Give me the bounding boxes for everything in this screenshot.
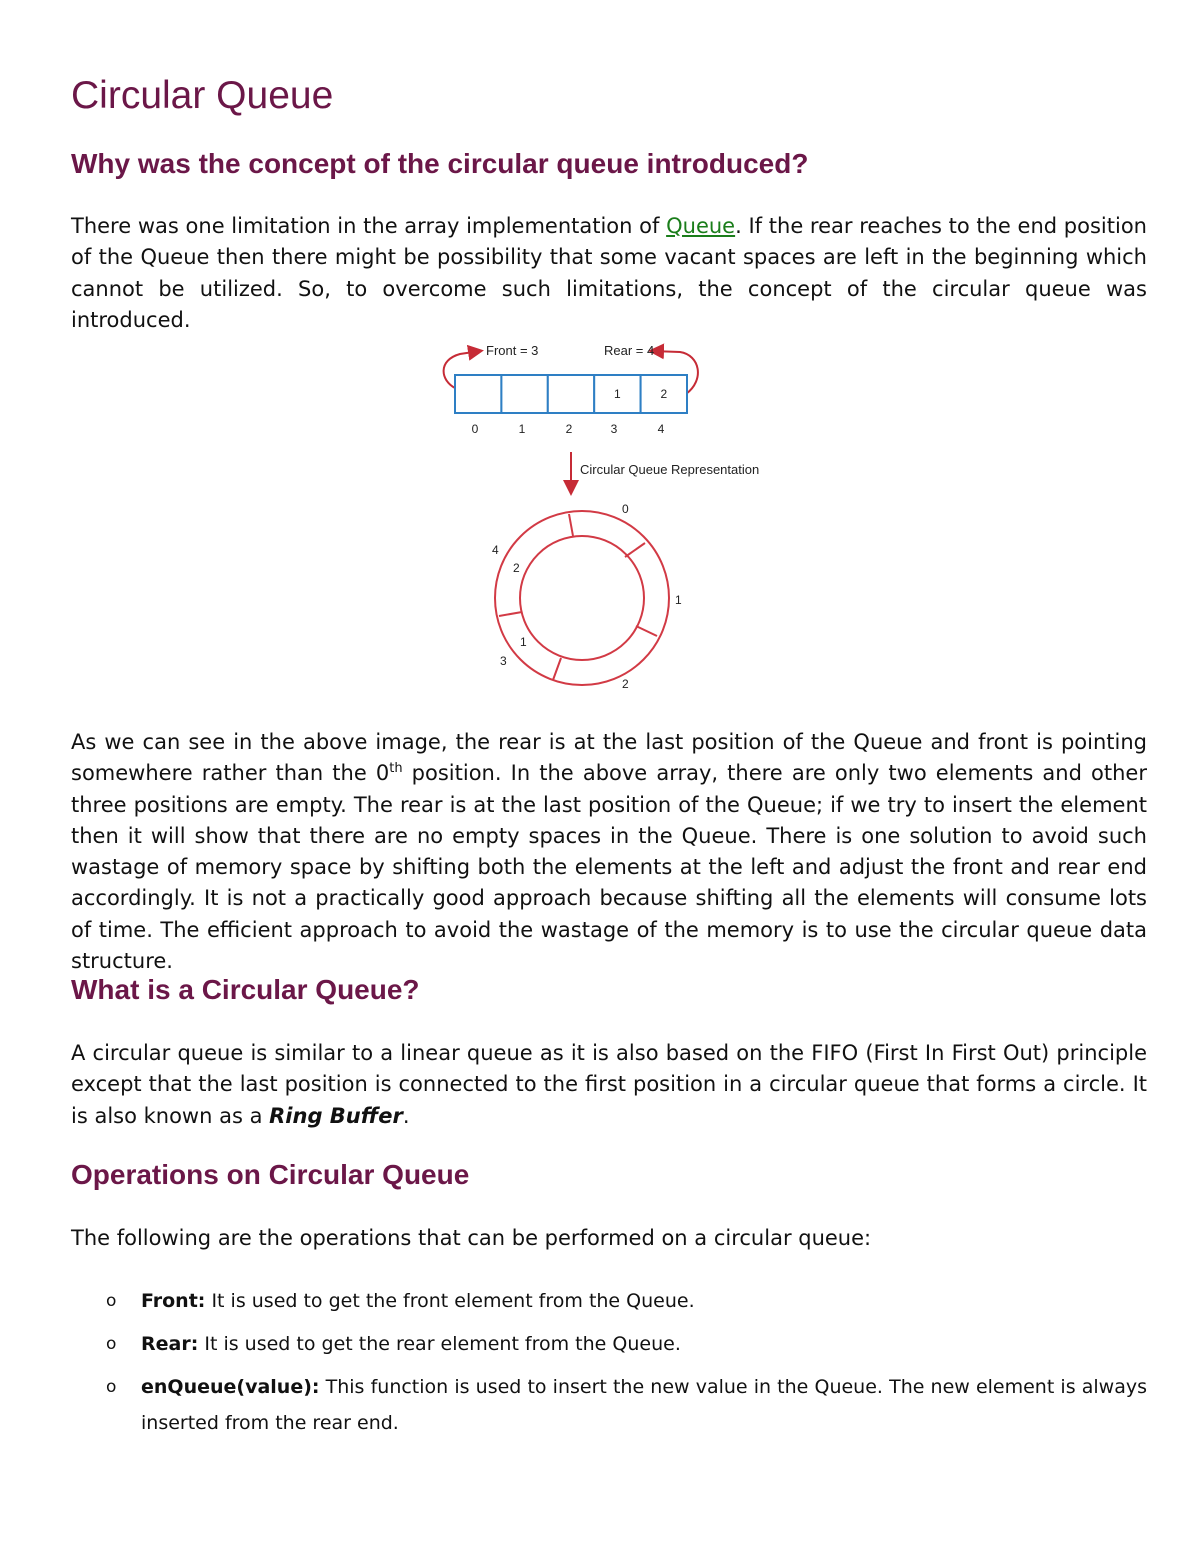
page-title: Circular Queue [71,74,334,117]
queue-link[interactable]: Queue [666,214,736,238]
paragraph-limitation-text-1: There was one limitation in the array implementation of [71,214,667,238]
ring-divider-3 [636,626,657,636]
paragraph-limitation [71,211,1147,336]
array-cell-value-4: 2 [660,387,668,401]
paragraph-definition [71,1038,1147,1132]
paragraph-explanation [71,727,1147,977]
array-index-0: 0 [471,422,479,436]
array-cell-2 [548,375,594,413]
array-index-3: 3 [610,422,618,436]
diagram-caption: Circular Queue Representation [580,462,760,477]
array-cells [455,375,687,413]
array-index-2: 2 [565,422,573,436]
heading-why-circular-queue: Why was the concept of the circular queue introduced? [71,148,809,179]
ring-buffer-term: Ring Buffer [269,1103,403,1128]
ring-position-0: 0 [622,502,629,516]
array-cell-1 [501,375,547,413]
operation-term-front: Front: [141,1290,206,1312]
circular-queue-diagram [0,330,1200,700]
front-label: Front = 3 [486,343,539,358]
operation-desc-rear: It is used to get the rear element from the Queue. [198,1333,681,1355]
superscript-th: th [389,761,403,777]
ring-value-slot3: 1 [520,635,527,649]
array-index-1: 1 [518,422,526,436]
bullet-marker: o [106,1291,117,1311]
ring-outer [495,511,669,685]
bullet-marker: o [106,1377,117,1397]
operation-desc-front: It is used to get the front element from the Queue. [205,1290,695,1312]
array-indices [472,422,665,436]
ring-position-1: 1 [675,593,682,607]
list-item [71,1369,1147,1441]
bullet-marker: o [106,1334,117,1354]
operations-list [71,1283,1147,1441]
paragraph-explanation-text-1: As we can see in the above image, the rear is at the last position of the Queue and front is pointing somewhere rather than the 0 [71,730,1147,786]
ring-inner [520,536,644,660]
paragraph-operations-intro: The following are the operations that can be performed on a circular queue: [71,1226,872,1250]
array-cell-0 [455,375,501,413]
paragraph-definition-text-2: . [402,1103,410,1128]
heading-what-is-circular-queue: What is a Circular Queue? [71,974,420,1005]
ring-position-2: 2 [622,677,629,691]
paragraph-explanation-text-2: position. In the above array, there are only two elements and other three positions are empty. The rear is at the last position of the Queue; if we try to insert the element then it will show that there are no empty spaces in the Queue. There is one solution to avoid such wastage of memory space by shifting both the elements at the left and adjust the front and rear end accordingly. It is not a practically good approach because shifting all the elements will consume lots of time. The efficient approach to avoid the wastage of the memory is to use the circular queue data structure. [71,761,1147,974]
operation-term-rear: Rear: [141,1333,199,1355]
ring-divider-4 [553,658,561,680]
ring-position-4: 4 [492,543,499,557]
rear-label: Rear = 4 [604,343,655,358]
paragraph-limitation-text-2: . If the rear reaches to the end position of the Queue then there might be possibility that some vacant spaces are left in the beginning which cannot be utilized. So, to overcome such limitations, the concept of the circular queue was introduced. [71,214,1147,332]
array-cell-value-3: 1 [614,387,621,401]
operation-term-enqueue: enQueue(value): [141,1376,320,1398]
array-index-4: 4 [657,422,665,436]
operation-desc-enqueue: This function is used to insert the new value in the Queue. The new element is always inserted from the rear end. [141,1376,1147,1434]
ring-value-slot4: 2 [513,561,520,575]
ring-divider-5 [499,612,522,616]
list-item [71,1326,1147,1369]
paragraph-definition-text-1: A circular queue is similar to a linear queue as it is also based on the FIFO (First In First Out) principle except that the last position is connected to the first position in a circular queue that forms a circle. It is also known as a [71,1041,1147,1128]
ring-position-3: 3 [500,654,507,668]
ring-divider-2 [625,543,645,557]
circular-ring [495,511,669,685]
ring-divider-1 [569,514,573,536]
list-item [71,1283,1147,1326]
heading-operations: Operations on Circular Queue [71,1159,470,1190]
